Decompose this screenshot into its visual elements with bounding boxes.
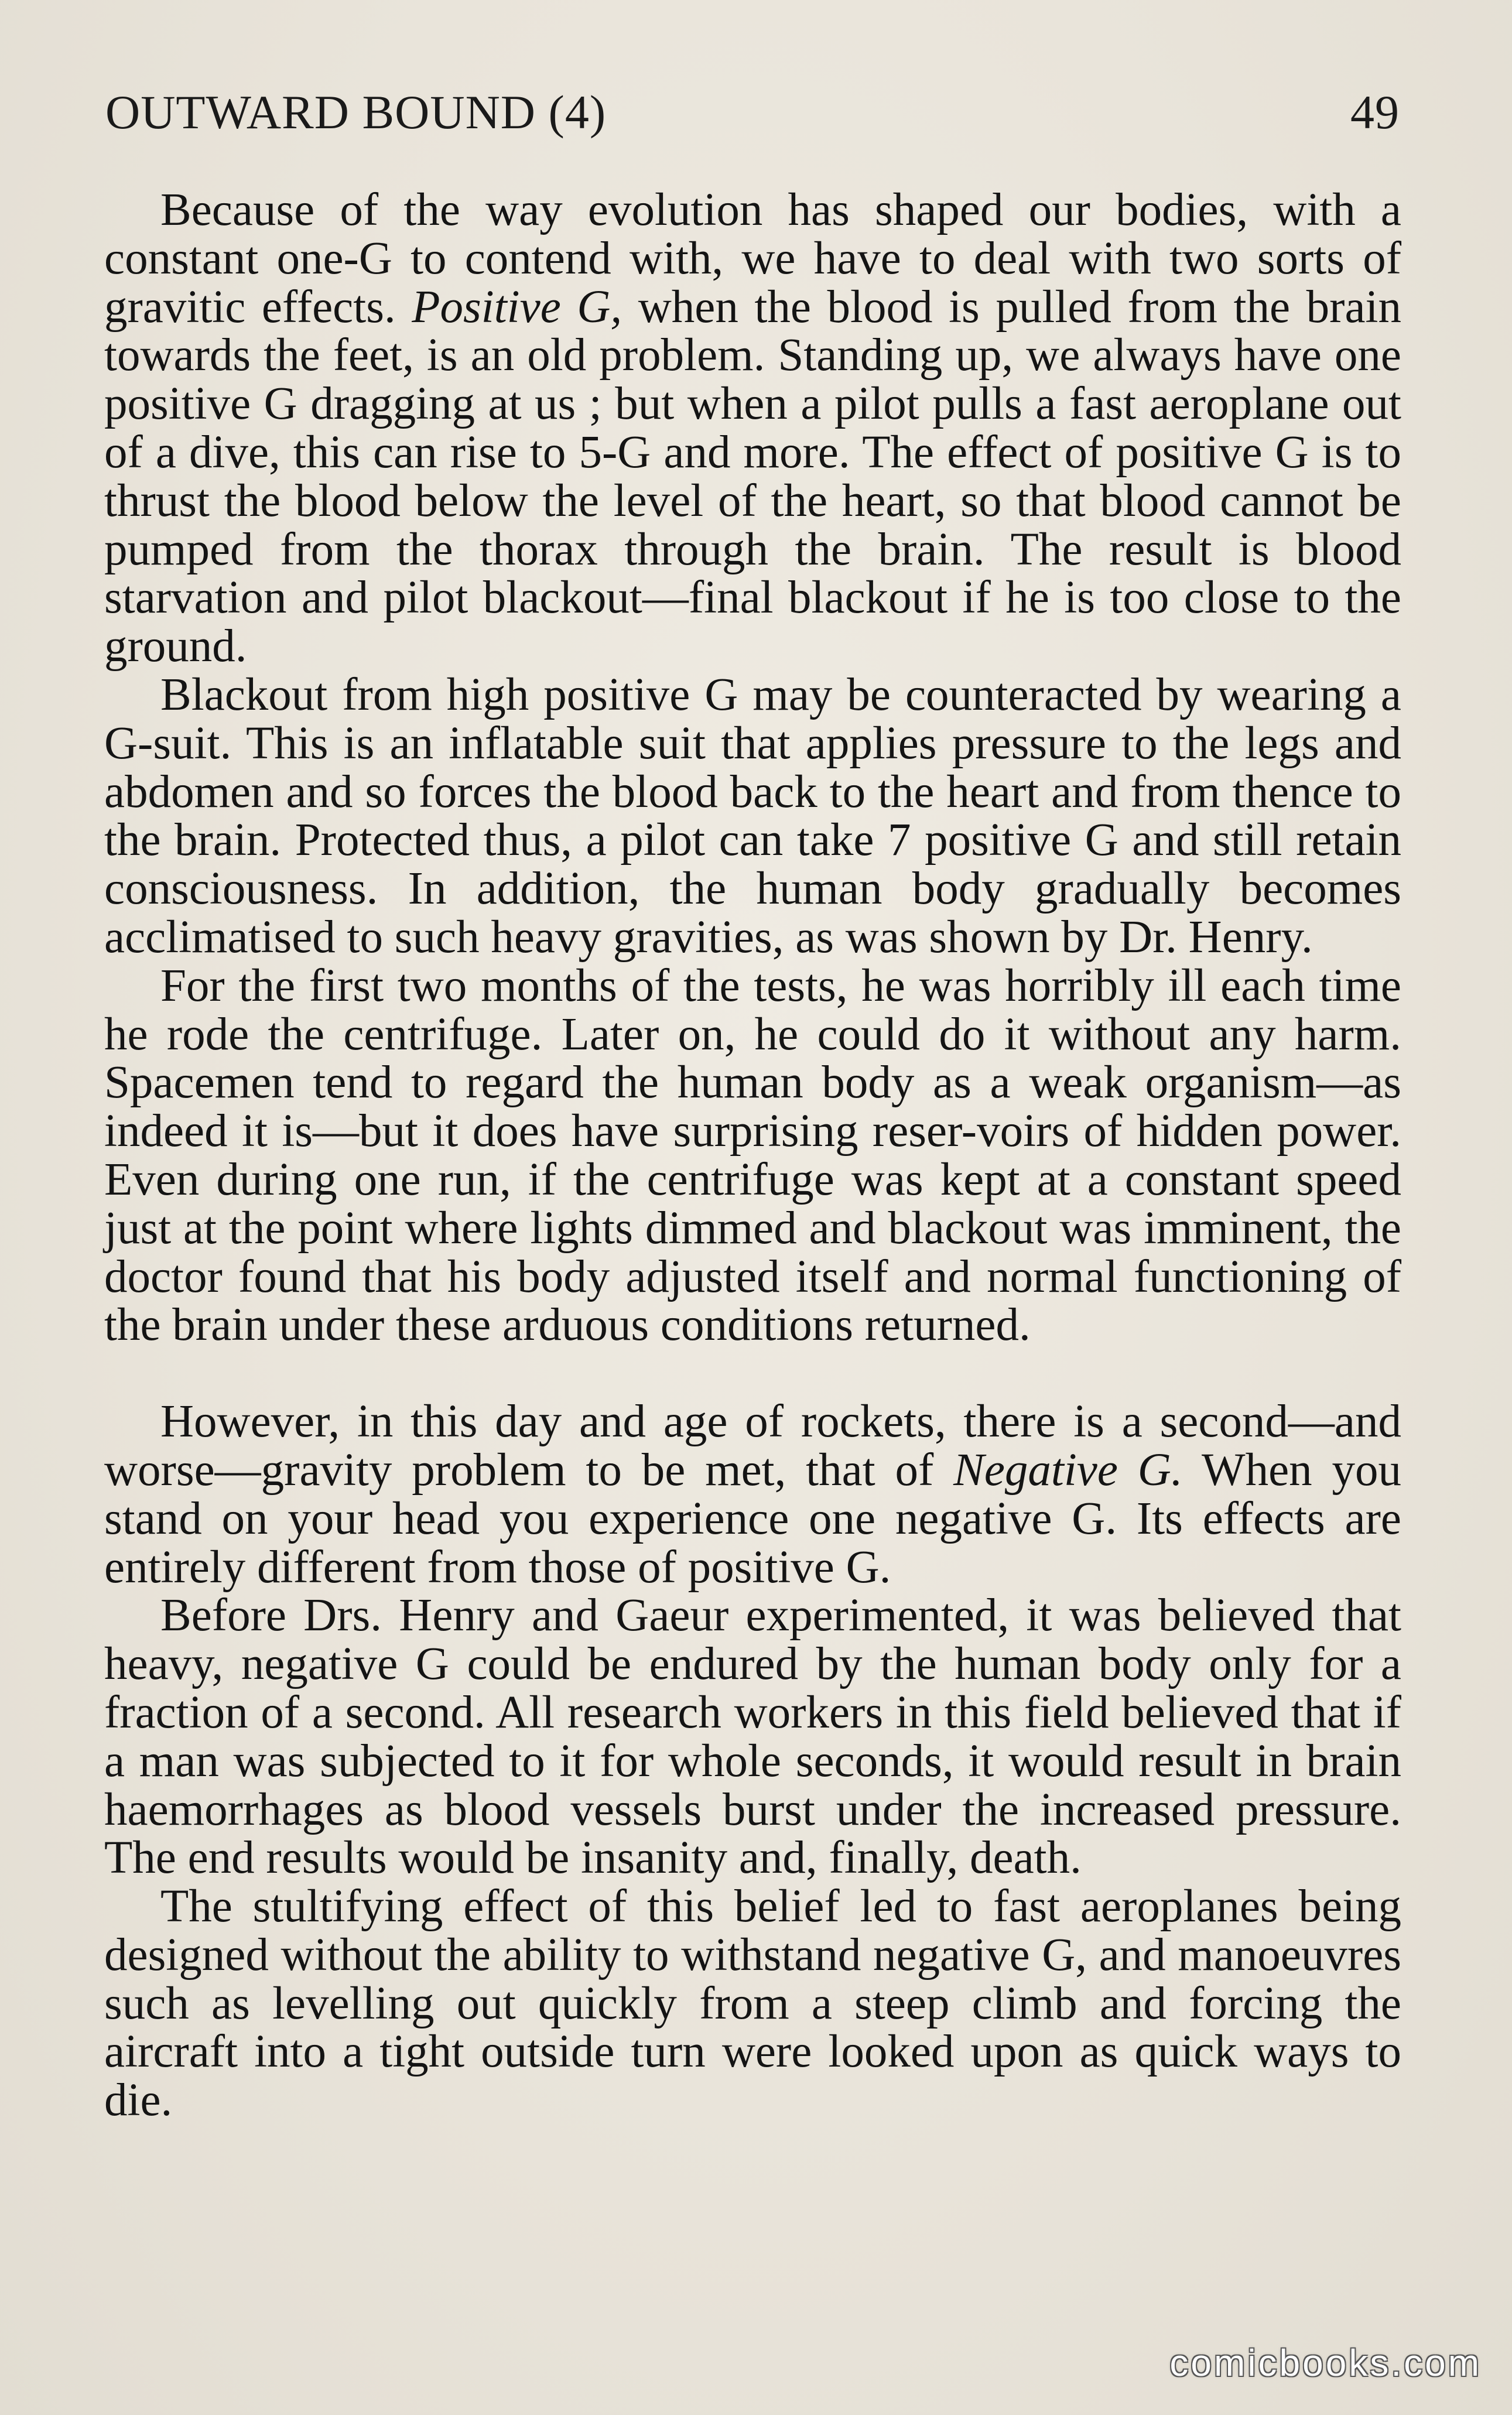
text-run: when the blood is pulled from the brain towards the feet, is an old problem. Standing up, we always have one positive G dragging at us ; but when a pilot pulls a fast aeroplane out of a dive, this can rise to 5-G and more. The effect of positive G is to thrust the blood below the level of the heart, so that blood cannot be pumped from the thorax through the brain. The result is blood starvation and pilot blackout—final blackout if he is too close to the ground. [104, 281, 1401, 672]
paragraph-research-belief: Before Drs. Henry and Gaeur experimented, it was believed that heavy, negative G could be endured by the human body only for a fraction of a second. All research workers in this field believed that if a man was subjected to it for whole seconds, it would result in brain haemorrhages as blood vessels burst under the increased pressure. The end results would be insanity and, finally, death. [104, 1590, 1401, 1884]
paragraph-positive-g [104, 186, 1401, 671]
text-run: However, in this day and age of rockets, there is a second—and worse—gravity problem to be met, that of [104, 1396, 1401, 1496]
page-header [105, 85, 1400, 155]
italic-term-negative-g: Negative G. [953, 1444, 1183, 1496]
italic-term-positive-g: Positive G, [412, 281, 622, 333]
paragraph-centrifuge-tests: For the first two months of the tests, he was horribly ill each time he rode the centrifuge. Later on, he could do it without any harm. Spacemen tend to regard the human body as a weak organism—as indeed it is—but it does have surprising reser-voirs of hidden power. Even during one run, if the centrifuge was kept at a constant speed just at the point where lights dimmed and blackout was imminent, the doctor found that his body adjusted itself and normal functioning of the brain under these arduous conditions returned. [104, 960, 1401, 1351]
page-number: 49 [1350, 85, 1400, 139]
paragraph-negative-g [104, 1398, 1401, 1592]
text-run: When you stand on your head you experience one negative G. Its effects are entirely different from those of positive G. [104, 1444, 1401, 1593]
paragraph-stultifying-effect: The stultifying effect of this belief led to fast aeroplanes being designed without the ability to withstand negative G, and manoeuvres such as levelling out quickly from a steep climb and forcing the aircraft into a tight outside turn were looked upon as quick ways to die. [104, 1881, 1401, 2126]
text-run: Because of the way evolution has shaped our bodies, with a constant one-G to contend with, we have to deal with two sorts of gravitic effects. [104, 184, 1401, 333]
running-title: OUTWARD BOUND (4) [105, 85, 607, 139]
watermark: comicbooks.com [1169, 2342, 1482, 2384]
paragraph-g-suit: Blackout from high positive G may be counteracted by wearing a G-suit. This is an inflatable suit that applies pressure to the legs and abdomen and so forces the blood back to the heart and from thence to the brain. Protected thus, a pilot can take 7 positive G and still retain consciousness. In addition, the human body gradually becomes acclimatised to such heavy gravities, as was shown by Dr. Henry. [104, 669, 1401, 963]
body-text [104, 186, 1401, 2125]
